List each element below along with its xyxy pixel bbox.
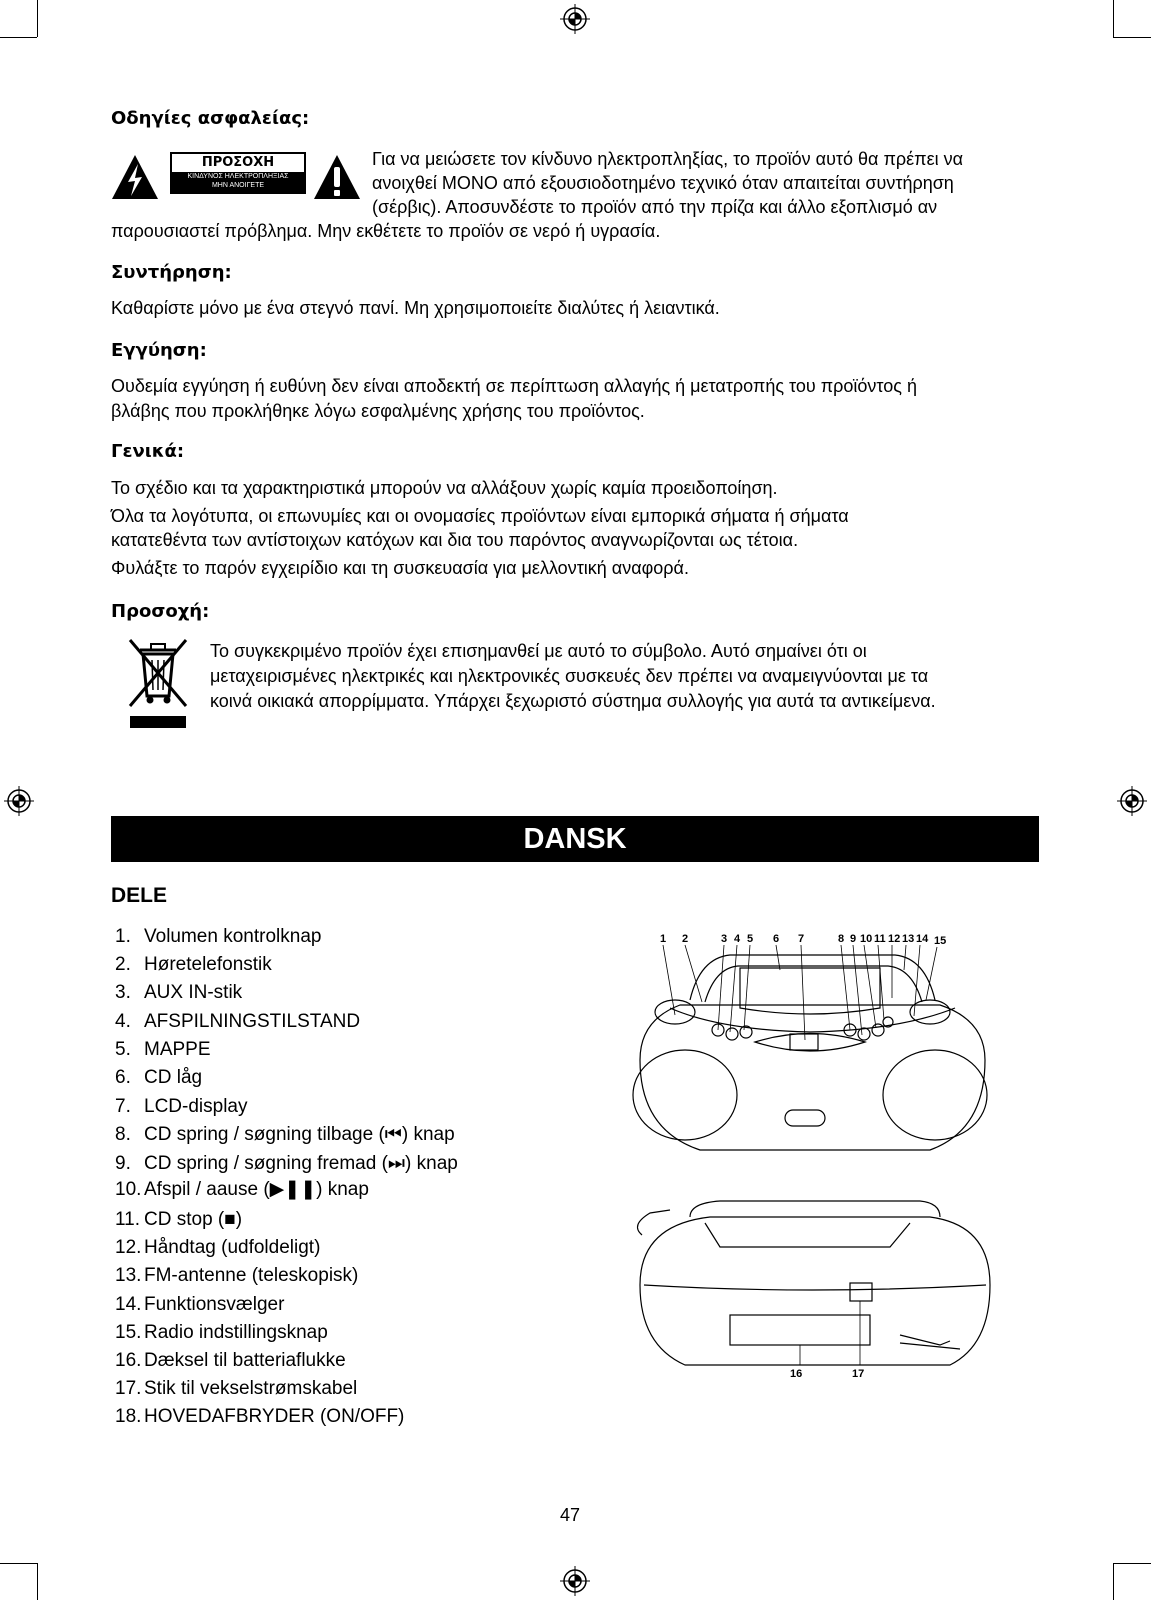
list-item: 9. CD spring / søgning fremad (⏭) knap: [115, 1153, 458, 1174]
callout-label: 12: [888, 933, 901, 945]
callout-label: 6: [773, 933, 780, 945]
shock-warning-label: [170, 152, 306, 194]
general-text-line: Το σχέδιο και τα χαρακτηριστικά μπορούν να αλλάξουν χωρίς καμία προειδοποίηση.: [111, 478, 778, 498]
callout-label: 17: [852, 1368, 865, 1380]
general-heading: Γενικά:: [111, 441, 185, 462]
crop-mark: [1113, 0, 1114, 37]
list-item: 15. Radio indstillingsknap: [115, 1322, 328, 1343]
registration-mark-icon: [560, 4, 590, 34]
crop-mark: [1113, 1563, 1151, 1564]
callout-label: 9: [850, 933, 857, 945]
registration-mark-icon: [1117, 786, 1147, 816]
safety-heading: Οδηγίες ασφαλείας:: [111, 108, 310, 129]
list-item: 8. CD spring / søgning tilbage (⏮) knap: [115, 1124, 455, 1145]
safety-text-line: ανοιχθεί ΜΟΝΟ από εξουσιοδοτημένο τεχνικό όταν απαιτείται συντήρηση: [372, 173, 954, 193]
general-text-line: κατατεθέντα των αντίστοιχων κατόχων και δια του παρόντος αναγνωρίζονται ως τέτοια.: [111, 530, 799, 550]
general-text-line: Φυλάξτε το παρόν εγχειρίδιο και τη συσκευασία για μελλοντική αναφορά.: [111, 558, 689, 578]
warranty-text-line: βλάβης που προκλήθηκε λόγω εσφαλμένης χρήσης του προϊόντος.: [111, 401, 645, 421]
crop-mark: [1113, 1563, 1114, 1600]
caution-heading: Προσοχή:: [111, 601, 210, 622]
page-number: 47: [560, 1505, 581, 1525]
safety-text-line: (σέρβις). Αποσυνδέστε το προϊόν από την πρίζα και άλλο εξοπλισμό αν: [372, 197, 938, 217]
maintenance-heading: Συντήρηση:: [111, 262, 232, 283]
callout-label: 5: [747, 933, 754, 945]
callout-label: 1: [660, 933, 667, 945]
warning-label-line1: ΚΙΝΔΥΝΟΣ ΗΛΕΚΤΡΟΠΛΗΞΙΑΣ: [187, 173, 289, 180]
crop-mark: [0, 37, 37, 38]
device-back-diagram: [630, 1195, 1000, 1410]
section-banner: DANSK: [111, 816, 1039, 862]
list-item: 12. Håndtag (udfoldeligt): [115, 1237, 321, 1258]
list-item: 11. CD stop (■): [115, 1209, 243, 1230]
warning-label-title: ΠΡΟΣΟΧΗ: [172, 154, 304, 172]
list-item: 7. LCD-display: [115, 1096, 248, 1117]
callout-label: 3: [721, 933, 728, 945]
list-item: 2. Høretelefonstik: [115, 954, 272, 975]
list-item: 14. Funktionsvælger: [115, 1294, 285, 1315]
list-item: 6. CD låg: [115, 1067, 203, 1088]
caution-text-line: κοινά οικιακά απορρίμματα. Υπάρχει ξεχωριστό σύστημα συλλογής για αυτά τα αντικείμενα.: [210, 691, 936, 711]
crop-mark: [37, 1563, 38, 1600]
warranty-heading: Εγγύηση:: [111, 340, 207, 361]
warning-label-line2: ΜΗΝ ΑΝΟΙΓΕΤΕ: [211, 182, 265, 189]
safety-text-line: Για να μειώσετε τον κίνδυνο ηλεκτροπληξίας, το προϊόν αυτό θα πρέπει να: [372, 149, 963, 169]
parts-heading: DELE: [111, 884, 168, 907]
caution-text-line: μεταχειρισμένες ηλεκτρικές και ηλεκτρονικές συσκευές δεν πρέπει να αναμειγνύονται με τα: [210, 666, 929, 686]
list-item: 16. Dæksel til batteriaflukke: [115, 1350, 346, 1371]
list-item: 10. Afspil / aause (▶❚❚) knap: [115, 1179, 369, 1200]
list-item: 18. HOVEDAFBRYDER (ON/OFF): [115, 1406, 405, 1427]
callout-label: 11: [874, 933, 886, 945]
callout-label: 2: [682, 933, 689, 945]
list-item: 5. MAPPE: [115, 1039, 211, 1060]
callout-label: 13: [902, 933, 915, 945]
list-item: 4. AFSPILNINGSTILSTAND: [115, 1011, 361, 1032]
callout-label: 10: [860, 933, 873, 945]
crop-mark: [1113, 37, 1151, 38]
callout-label: 8: [838, 933, 845, 945]
callout-label: 16: [790, 1368, 803, 1380]
maintenance-text: Καθαρίστε μόνο με ένα στεγνό πανί. Μη χρησιμοποιείτε διαλύτες ή λειαντικά.: [111, 298, 720, 318]
device-front-diagram: [630, 930, 1000, 1180]
caution-text-line: Το συγκεκριμένο προϊόν έχει επισημανθεί με αυτό το σύμβολο. Αυτό σημαίνει ότι οι: [210, 641, 867, 661]
list-item: 1. Volumen kontrolknap: [115, 926, 322, 947]
crop-mark: [37, 0, 38, 37]
callout-label: 4: [734, 933, 741, 945]
registration-mark-icon: [560, 1566, 590, 1596]
list-item: 13. FM-antenne (teleskopisk): [115, 1265, 359, 1286]
general-text-line: Όλα τα λογότυπα, οι επωνυμίες και οι ονομασίες προϊόντων είναι εμπορικά σήματα ή σήματα: [111, 506, 849, 526]
list-item: 3. AUX IN-stik: [115, 982, 243, 1003]
exclamation-warning-icon: [313, 154, 361, 200]
crop-mark: [0, 1563, 37, 1564]
weee-crossed-bin-icon: [126, 636, 190, 732]
callout-label: 14: [916, 933, 929, 945]
list-item: 17. Stik til vekselstrømskabel: [115, 1378, 358, 1399]
callout-label: 15: [934, 935, 947, 947]
warranty-text-line: Ουδεμία εγγύηση ή ευθύνη δεν είναι αποδεκτή σε περίπτωση αλλαγής ή μετατροπής του προϊόντος ή: [111, 376, 917, 396]
safety-text-line: παρουσιαστεί πρόβλημα. Μην εκθέτετε το προϊόν σε νερό ή υγρασία.: [111, 221, 661, 241]
callout-label: 7: [798, 933, 805, 945]
registration-mark-icon: [4, 786, 34, 816]
lightning-warning-icon: [111, 154, 159, 200]
